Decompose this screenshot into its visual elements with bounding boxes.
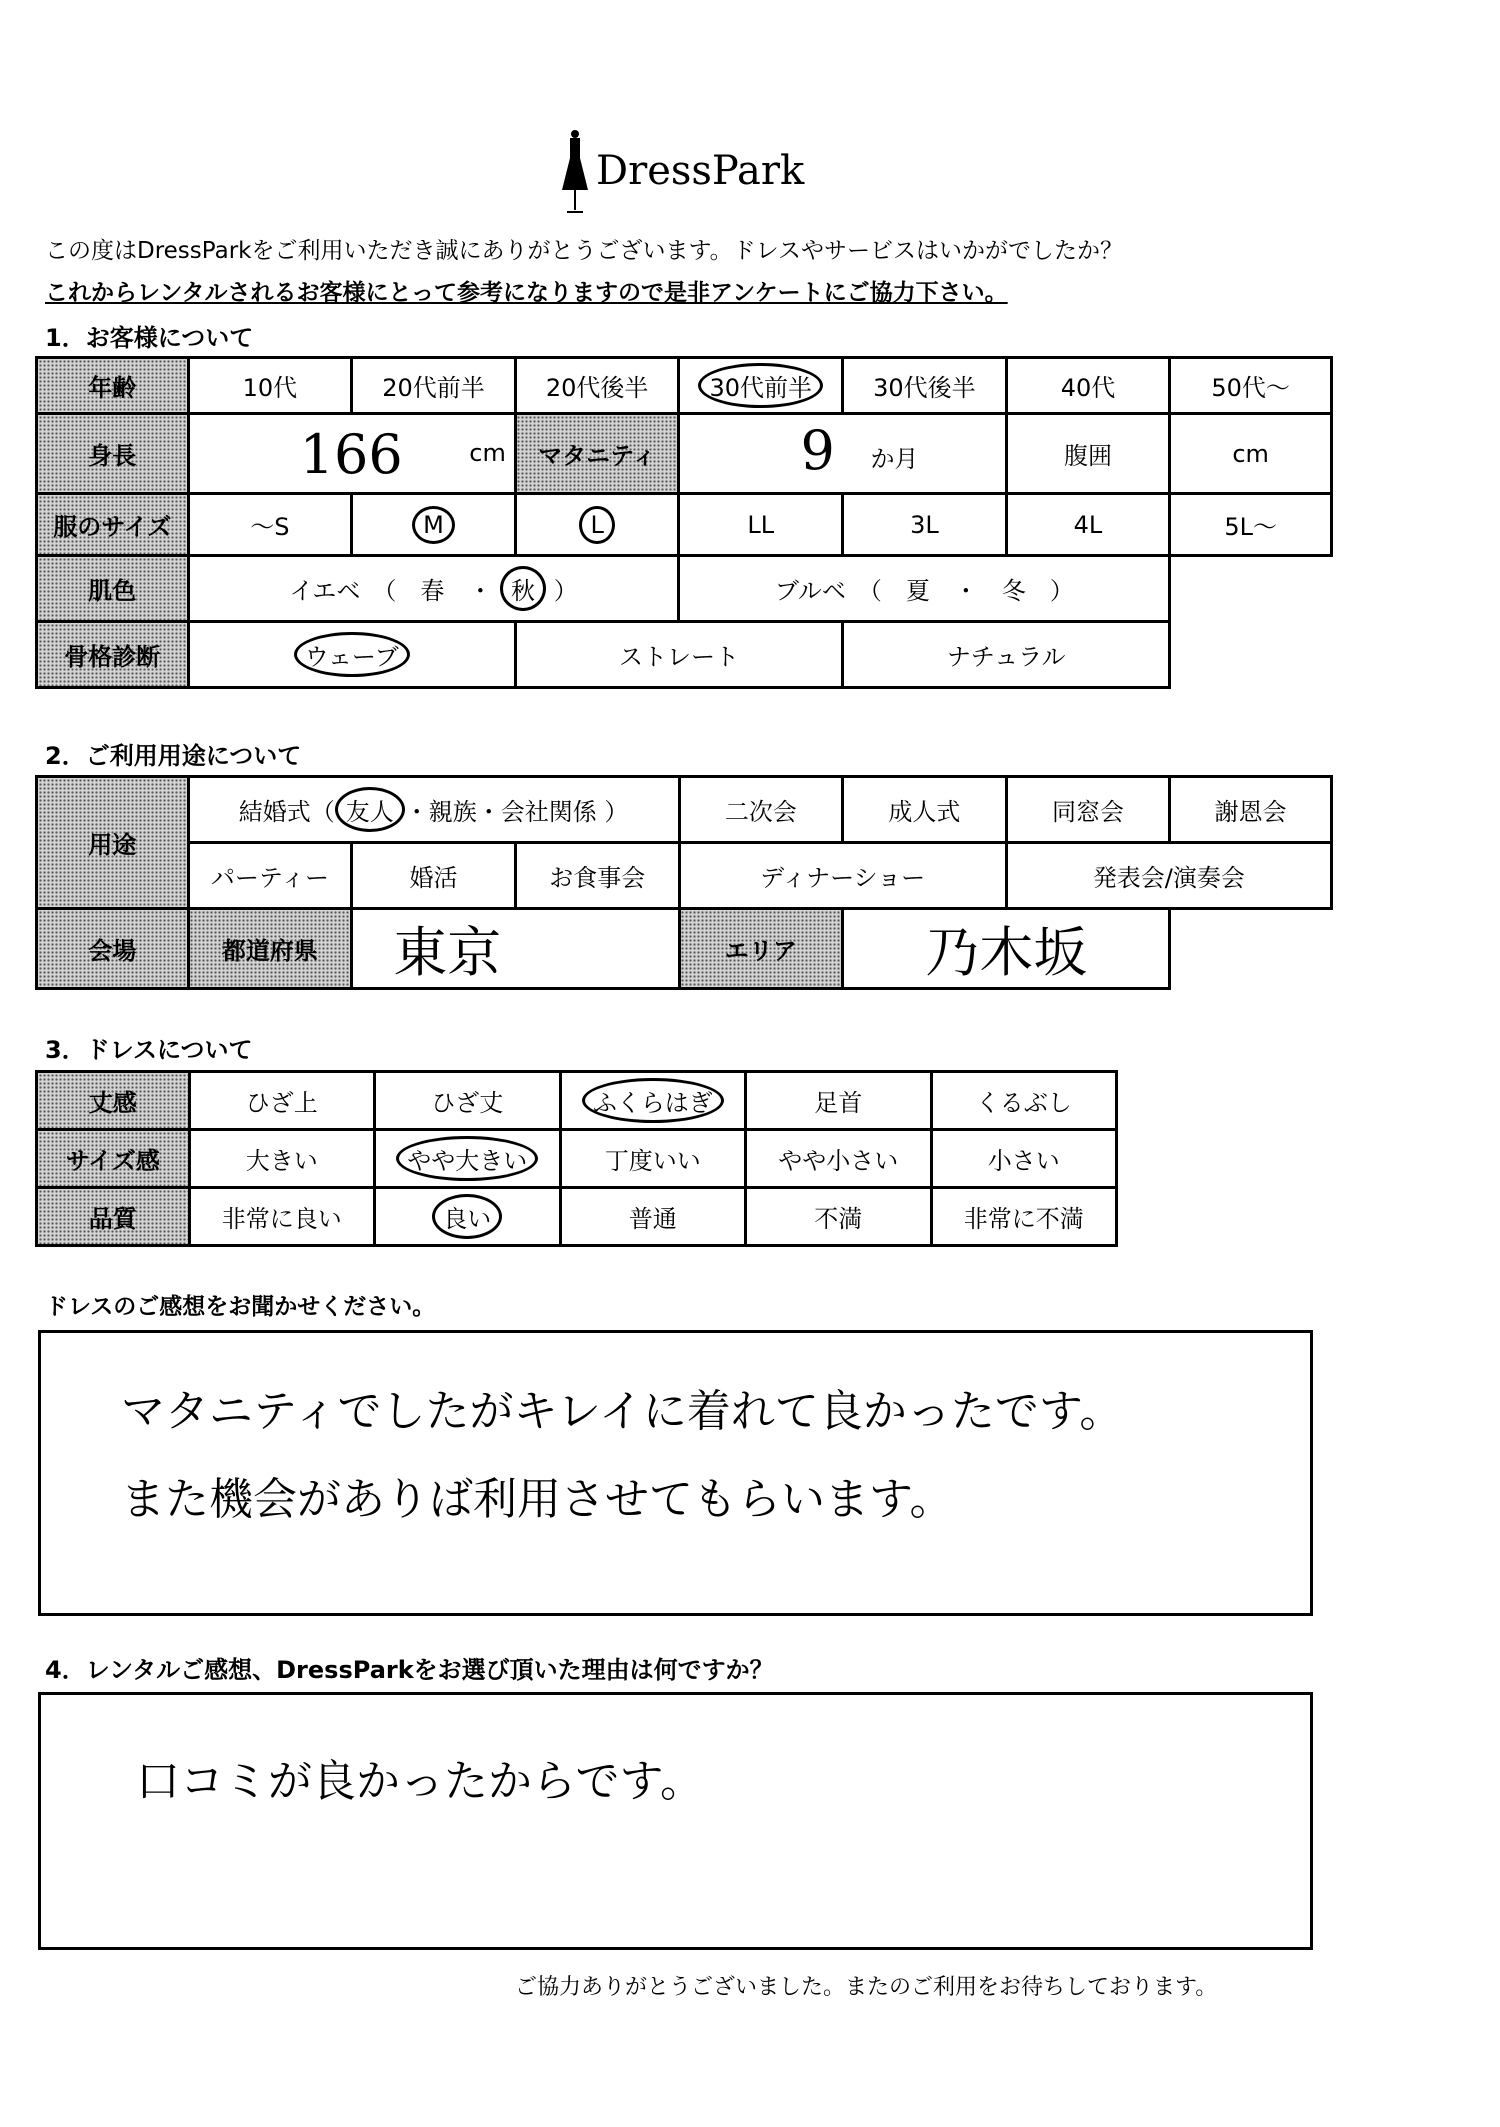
empty-cell	[1170, 909, 1332, 989]
section-3-title: 3．ドレスについて	[45, 1036, 253, 1064]
comment-box[interactable]	[38, 1330, 1313, 1616]
intro-line-2: これからレンタルされるお客様にとって参考になりますので是非アンケートにご協力下さい。	[45, 280, 1008, 306]
length-label: 丈感	[37, 1072, 190, 1130]
purpose-dinner-meeting[interactable]: お食事会	[515, 843, 679, 909]
purpose-second-party[interactable]: 二次会	[679, 777, 843, 843]
quality-selected-good: 良い	[432, 1194, 502, 1239]
skin-blue-option[interactable]: ブルベ （ 夏 ・ 冬 ）	[679, 556, 1170, 622]
maternity-value: 9	[800, 419, 835, 482]
age-selected-early-30s: 30代前半	[698, 363, 823, 408]
purpose-coming-of-age[interactable]: 成人式	[843, 777, 1007, 843]
purpose-table	[35, 775, 1333, 990]
wedding-prefix: 結婚式（	[238, 798, 335, 826]
purpose-thanks-party[interactable]: 謝恩会	[1170, 777, 1332, 843]
intro-line-1: この度はDressParkをご利用いただき誠にありがとうございます。ドレスやサービスはいかがでしたか？	[45, 238, 1123, 264]
quality-label: 品質	[37, 1188, 190, 1246]
maternity-field[interactable]	[679, 414, 1006, 494]
size-option-5l[interactable]: 5L〜	[1170, 494, 1332, 556]
frame-option-natural[interactable]: ナチュラル	[843, 622, 1170, 688]
length-knee[interactable]: ひざ丈	[375, 1072, 561, 1130]
purpose-recital[interactable]: 発表会/演奏会	[1006, 843, 1331, 909]
age-label: 年齢	[37, 358, 189, 414]
prefecture-field[interactable]	[352, 909, 679, 989]
logo	[560, 128, 805, 218]
section-1-title: 1．お客様について	[45, 324, 254, 352]
skin-yellow-text: イエベ （ 春 ・	[289, 577, 493, 605]
purpose-dinner-show[interactable]: ディナーショー	[679, 843, 1006, 909]
size-option-s[interactable]: 〜S	[188, 494, 352, 556]
size-option-3l[interactable]: 3L	[843, 494, 1007, 556]
size-selected-m: M	[412, 506, 455, 544]
quality-unsatisfied[interactable]: 不満	[746, 1188, 931, 1246]
wedding-selected-friend: 友人	[335, 787, 405, 832]
comment-prompt: ドレスのご感想をお聞かせください。	[45, 1294, 436, 1320]
skin-label: 肌色	[37, 556, 189, 622]
empty-cell	[1170, 622, 1332, 688]
purpose-label: 用途	[37, 777, 189, 909]
waist-field[interactable]	[1170, 414, 1332, 494]
footer-thanks: ご協力ありがとうございました。またのご利用をお待ちしております。	[515, 1975, 1218, 2000]
age-option-early-30s[interactable]	[679, 358, 843, 414]
frame-option-straight[interactable]: ストレート	[515, 622, 842, 688]
purpose-konkatsu[interactable]: 婚活	[352, 843, 516, 909]
fit-slightly-large[interactable]	[375, 1130, 561, 1188]
waist-unit: cm	[1232, 439, 1269, 468]
age-option-late-20s[interactable]: 20代後半	[515, 358, 679, 414]
frame-label: 骨格診断	[37, 622, 189, 688]
maternity-unit: か月	[870, 445, 919, 473]
fit-label: サイズ感	[37, 1130, 190, 1188]
age-option-40s[interactable]: 40代	[1006, 358, 1170, 414]
skin-yellow-close: ）	[553, 577, 578, 605]
height-unit: cm	[469, 439, 506, 467]
prefecture-label: 都道府県	[188, 909, 352, 989]
age-option-late-30s[interactable]: 30代後半	[843, 358, 1007, 414]
height-value: 166	[299, 423, 403, 486]
age-option-10s[interactable]: 10代	[188, 358, 352, 414]
size-option-l[interactable]	[515, 494, 679, 556]
fit-just-right[interactable]: 丁度いい	[560, 1130, 746, 1188]
quality-very-good[interactable]: 非常に良い	[189, 1188, 374, 1246]
size-option-4l[interactable]: 4L	[1006, 494, 1170, 556]
area-field[interactable]	[843, 909, 1170, 989]
purpose-party[interactable]: パーティー	[188, 843, 352, 909]
area-label: エリア	[679, 909, 843, 989]
prefecture-value: 東京	[393, 921, 502, 984]
purpose-wedding[interactable]	[188, 777, 679, 843]
length-above-knee[interactable]: ひざ上	[189, 1072, 374, 1130]
length-below-ankle[interactable]: くるぶし	[931, 1072, 1116, 1130]
section-4-title: 4．レンタルご感想、DressParkをお選び頂いた理由は何ですか？	[45, 1656, 774, 1684]
fit-selected-slightly-large: やや大きい	[396, 1136, 538, 1181]
size-label: 服のサイズ	[37, 494, 189, 556]
reason-answer: 口コミが良かったからです。	[136, 1756, 705, 1807]
customer-table	[35, 356, 1333, 689]
comment-line-1: マタニティでしたがキレイに着れて良かったです。	[121, 1386, 1124, 1437]
age-option-early-20s[interactable]: 20代前半	[352, 358, 516, 414]
skin-selected-autumn: 秋	[500, 566, 546, 611]
fit-small[interactable]: 小さい	[931, 1130, 1116, 1188]
quality-very-unsatisfied[interactable]: 非常に不満	[931, 1188, 1116, 1246]
maternity-label: マタニティ	[515, 414, 679, 494]
section-2-title: 2．ご利用用途について	[45, 742, 302, 770]
empty-cell	[1170, 556, 1332, 622]
length-selected-calf: ふくらはぎ	[582, 1078, 724, 1123]
quality-good[interactable]	[375, 1188, 561, 1246]
skin-yellow-option[interactable]	[188, 556, 679, 622]
fit-large[interactable]: 大きい	[189, 1130, 374, 1188]
size-option-ll[interactable]: LL	[679, 494, 843, 556]
dress-table	[35, 1070, 1118, 1247]
length-ankle[interactable]: 足首	[746, 1072, 931, 1130]
height-field[interactable]	[188, 414, 515, 494]
size-selected-l: L	[579, 506, 614, 544]
purpose-reunion[interactable]: 同窓会	[1006, 777, 1170, 843]
height-label: 身長	[37, 414, 189, 494]
comment-line-2: また機会がありば利用させてもらいます。	[121, 1474, 954, 1525]
area-value: 乃木坂	[925, 921, 1088, 984]
frame-option-wave[interactable]	[188, 622, 515, 688]
reason-box[interactable]	[38, 1692, 1313, 1950]
dress-icon	[560, 128, 590, 216]
size-option-m[interactable]	[352, 494, 516, 556]
venue-label: 会場	[37, 909, 189, 989]
length-calf[interactable]	[560, 1072, 746, 1130]
wedding-suffix: ・親族・会社関係 ）	[404, 798, 629, 826]
waist-label: 腹囲	[1006, 414, 1170, 494]
frame-selected-wave: ウェーブ	[294, 632, 410, 677]
logo-text: DressPark	[596, 148, 805, 194]
age-option-50s[interactable]: 50代〜	[1170, 358, 1332, 414]
fit-slightly-small[interactable]: やや小さい	[746, 1130, 931, 1188]
quality-normal[interactable]: 普通	[560, 1188, 746, 1246]
